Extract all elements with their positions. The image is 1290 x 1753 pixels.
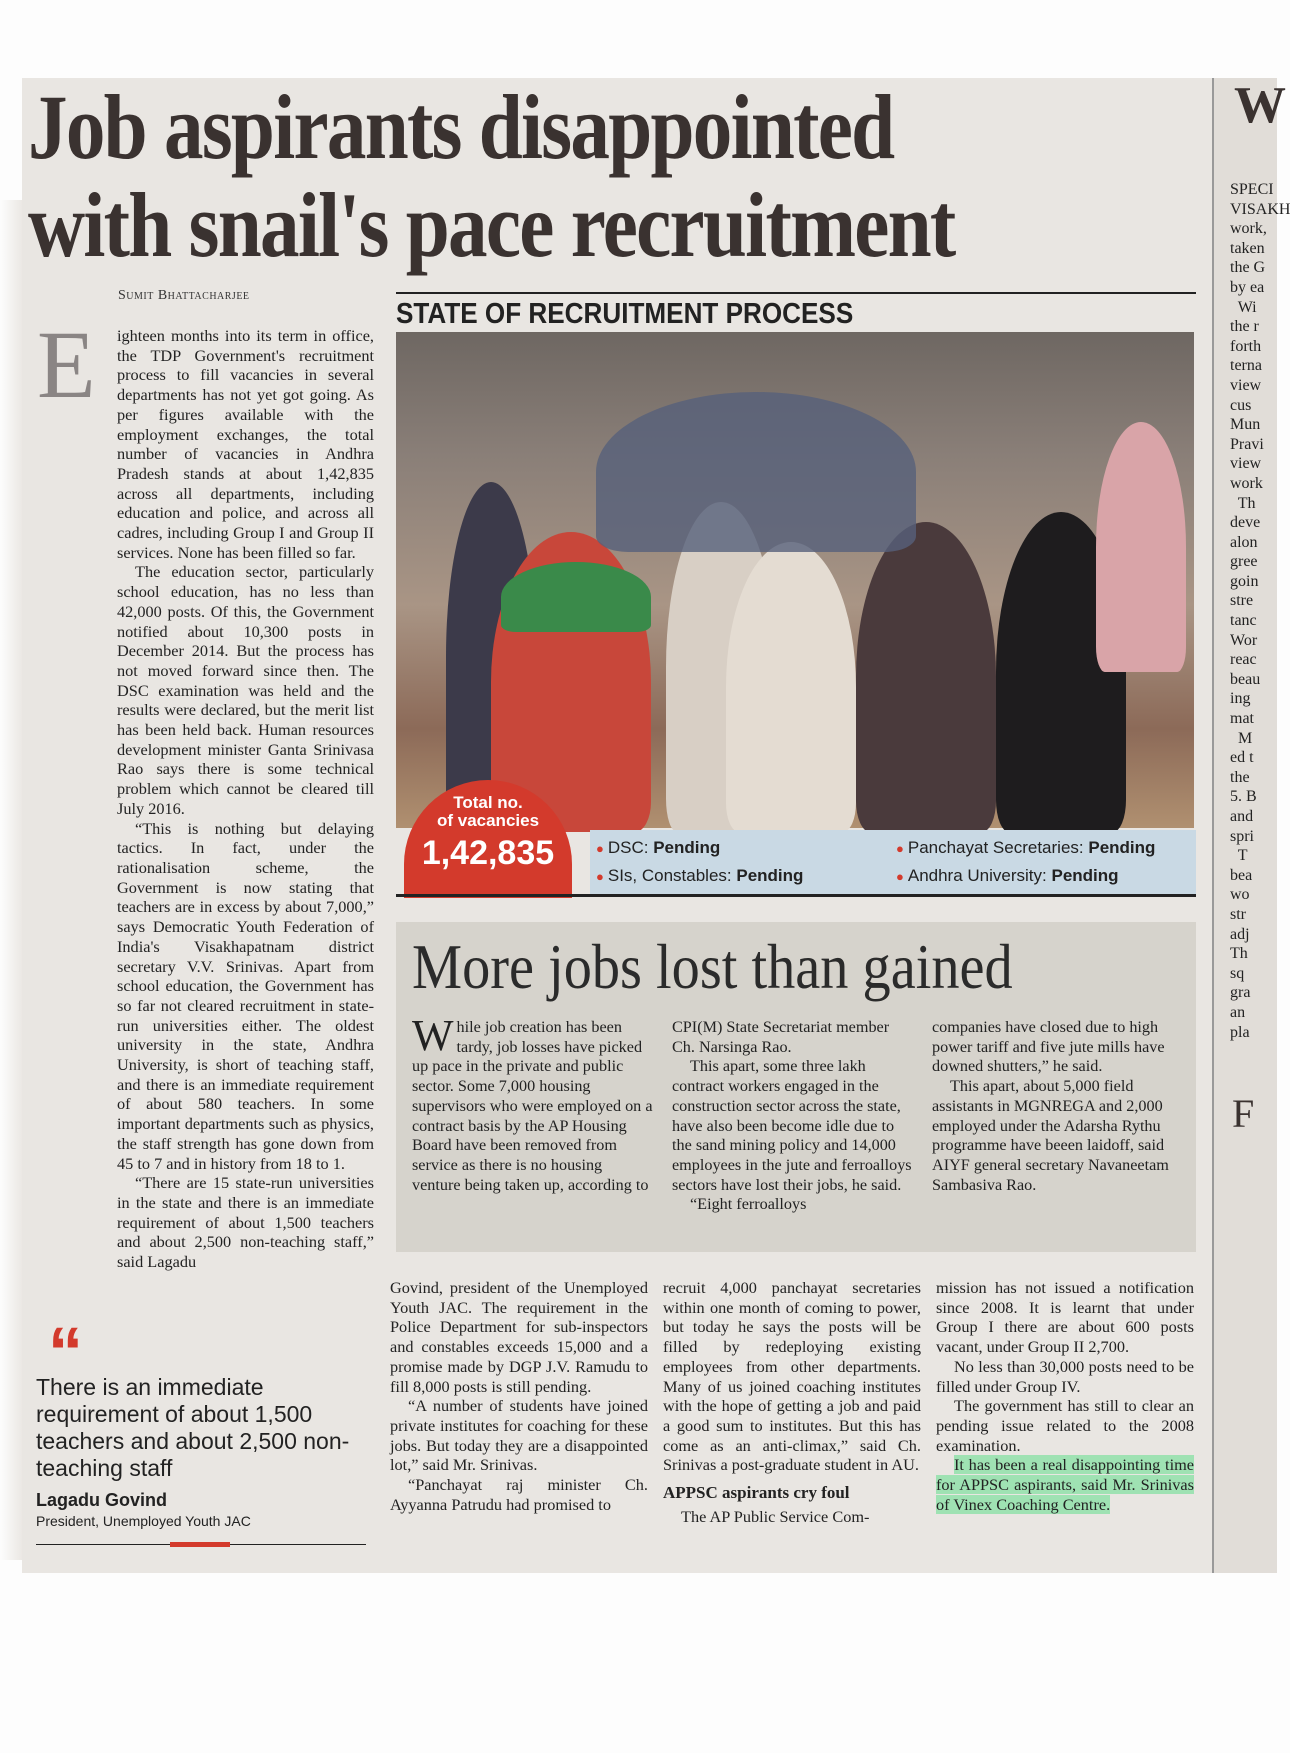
article-column-3 <box>663 1278 921 1526</box>
status-value: Pending <box>653 838 721 857</box>
paragraph: “Eight ferroalloys <box>690 1195 807 1214</box>
bullet-icon: ● <box>896 841 904 856</box>
paragraph: “This is nothing but delaying tactics. In fact, under the rationalisation scheme, the Government is now stating that teachers are in excess by about 7,000,” says Democratic Youth Federation of India's Visakhapatnam district secretary V.V. Srinivas. Apart from school education, the Government has so far not cleared recruitment in state-run universities either. The oldest university in the state, Andhra University, is short of teaching staff, and there is an immediate requirement of about 580 teachers. In some important departments such as physics, the staff strength has gone down from 45 to 7 and in history from 18 to 1. <box>117 818 374 1173</box>
article-column-1 <box>37 311 374 1272</box>
quote-role: President, Unemployed Youth JAC <box>36 1513 251 1529</box>
bullet-icon: ● <box>596 841 604 856</box>
status-box <box>590 830 1196 896</box>
status-item <box>896 838 1155 858</box>
status-label: DSC: <box>607 838 649 857</box>
highlighted-text: It has been a real disappointing time for APPSC aspirants, said Mr. Srinivas of Vinex Coaching Centre. <box>936 1455 1194 1514</box>
paragraph: recruit 4,000 panchayat secretaries within one month of coming to power, but today he says the posts will be filled by redeploying existing employees from other departments. Many of us joined coaching institutes with the hope of getting a job and paid a good sum to institutes. But this has come as an anti-climax,” said Ch. Srinivas a post-graduate student in AU. <box>663 1278 921 1475</box>
status-item <box>596 838 720 858</box>
paragraph: ighteen months into its term in office, the TDP Government's recruitment process to fill vacancies in several departments has not yet got going. As per figures available with the employment exchanges, the total number of vacancies in Andhra Pradesh stands at about 1,42,835 across all departments, including education and police, and across all cadres, including Group I and Group II services. None has been filled so far. <box>117 326 374 562</box>
article-column-2 <box>390 1278 648 1514</box>
status-label: Andhra University: <box>907 866 1047 885</box>
drop-cap: W <box>412 1011 454 1060</box>
status-item <box>896 866 1119 886</box>
article-column-4 <box>936 1278 1194 1514</box>
paragraph: No less than 30,000 posts need to be filled under Group IV. <box>936 1356 1194 1396</box>
paragraph: companies have closed due to high power tariff and five jute mills have downed shutters,” he said. <box>932 1018 1165 1076</box>
crowd-photo <box>396 332 1194 828</box>
box-column-1 <box>412 1011 654 1195</box>
badge-label-2: of vacancies <box>436 811 540 830</box>
paragraph: This apart, about 5,000 field assistants in MGNREGA and 2,000 employed under the Adarsha Rythu programme have beeen laidoff, said AIYF general secretary Navaneetam Sambasiva Rao. <box>932 1077 1169 1194</box>
adjacent-headline-fragment: W <box>1234 77 1286 134</box>
quote-icon: “ <box>48 1313 83 1391</box>
paragraph: mission has not issued a notification since 2008. It is learnt that under Group I there are about 600 posts vacant, under Group II 2,700. <box>936 1278 1194 1357</box>
box-column-3 <box>932 1018 1174 1195</box>
paragraph: hile job creation has been tardy, job losses have picked up pace in the private and public sector. Some 7,000 housing supervisors who were employed on a contract basis by the AP Housing Board have been removed from service as there is no housing venture being taken up, according to <box>412 1018 653 1194</box>
paragraph: “There are 15 state-run universities in the state and there is an immediate requirement of about 1,500 teachers and about 2,500 non-teaching staff,” said Lagadu <box>117 1173 374 1272</box>
section-rule <box>396 292 1196 294</box>
paragraph: CPI(M) State Secretariat member Ch. Narsinga Rao. <box>672 1018 890 1056</box>
status-label: SIs, Constables: <box>607 866 732 885</box>
vacancies-badge <box>404 780 572 898</box>
paragraph: “Panchayat raj minister Ch. Ayyanna Patrudu had promised to <box>390 1475 648 1514</box>
adjacent-headline-fragment-2: F <box>1232 1091 1255 1136</box>
status-item <box>596 866 803 886</box>
headline: Job aspirants disappointed with snail's pace recruitment <box>28 76 955 276</box>
box-title: More jobs lost than gained <box>412 931 1013 1002</box>
status-value: Pending <box>736 866 804 885</box>
bullet-icon: ● <box>896 869 904 884</box>
paragraph <box>936 1455 1194 1514</box>
paragraph: Govind, president of the Unemployed Youth JAC. The requirement in the Police Department for sub-inspectors and constables exceeds 15,000 and a promise made by DGP J.V. Ramudu to fill 8,000 posts is still pending. <box>390 1278 648 1396</box>
photo-figure <box>1096 422 1186 672</box>
status-value: Pending <box>1088 838 1156 857</box>
quote-accent-bar <box>170 1542 230 1547</box>
byline: Sumit Bhattacharjee <box>118 288 250 303</box>
badge-label-1: Total no. <box>453 793 523 812</box>
paragraph: “A number of students have joined private institutes for coaching for these jobs. But today they are a disappointed lot,” said Mr. Srinivas. <box>390 1396 648 1475</box>
pull-quote: There is an immediate requirement of about 1,500 teachers and about 2,500 non-teaching staff <box>36 1374 350 1481</box>
section-bottom-rule <box>396 894 1196 897</box>
adjacent-text-fragment: SPECI VISAKH work, taken the G by ea Wi the r forth terna view cus Mun Pravi view work Th deve alon gree goin stre tanc Wor reac beau ing mat M ed t the 5. B and spri T bea wo str adj Th sq gra an pla <box>1230 181 1290 1041</box>
subheading: APPSC aspirants cry foul <box>663 1483 850 1503</box>
quote-name: Lagadu Govind <box>36 1490 168 1510</box>
status-label: Panchayat Secretaries: <box>907 838 1084 857</box>
box-column-2 <box>672 1018 914 1215</box>
photo-figure <box>596 392 916 552</box>
paragraph: The education sector, particularly school education, has no less than 42,000 posts. Of this, the Government notified about 10,300 posts in December 2014. But the process has not moved forward since then. The DSC examination was held and the results were declared, but the merit list has been held back. Human resources development minister Ganta Srinivasa Rao says there is some technical problem which cannot be cleared till July 2016. <box>117 562 374 818</box>
photo-figure <box>856 522 996 832</box>
bullet-icon: ● <box>596 869 604 884</box>
paragraph: This apart, some three lakh contract workers engaged in the construction sector across the state, have also been become idle due to the sand mining policy and 14,000 employees in the jute and ferroalloys sectors have lost their jobs, he said. <box>672 1057 912 1194</box>
paragraph: The AP Public Service Com- <box>681 1506 870 1526</box>
drop-cap: E <box>37 311 96 418</box>
section-title: STATE OF RECRUITMENT PROCESS <box>396 298 854 330</box>
photo-figure <box>501 562 651 632</box>
photo-figure <box>726 542 856 832</box>
status-value: Pending <box>1051 866 1119 885</box>
badge-value: 1,42,835 <box>421 834 555 872</box>
paragraph: The government has still to clear an pending issue related to the 2008 examination. <box>936 1396 1194 1455</box>
page-binding-shadow <box>0 200 22 1560</box>
